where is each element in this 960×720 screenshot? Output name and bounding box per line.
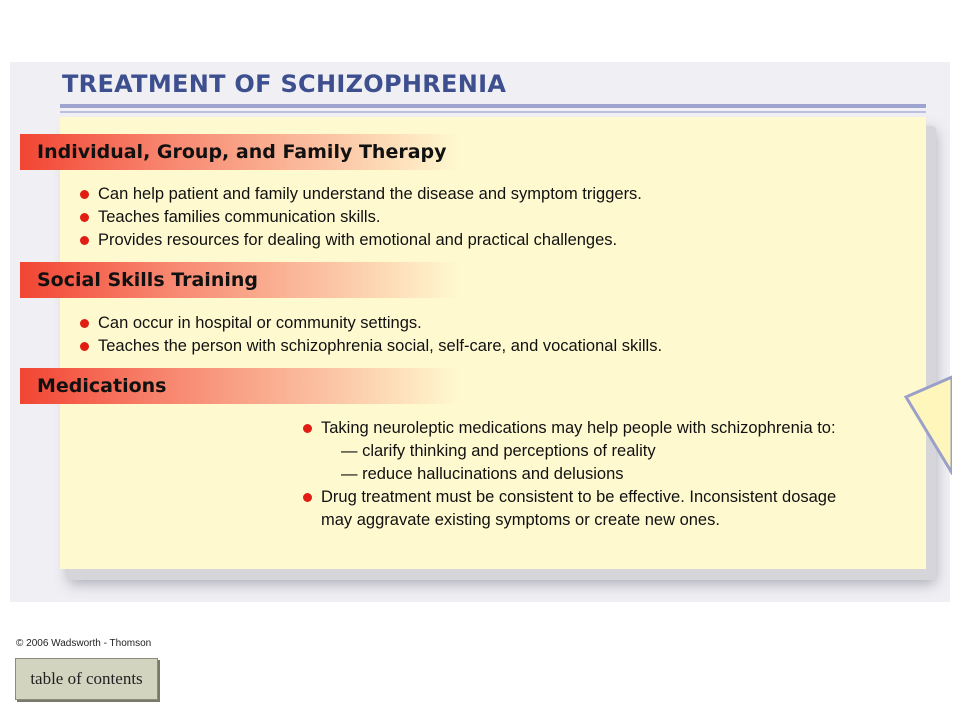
list-item <box>80 229 642 252</box>
bullet-text: Teaches families communication skills. <box>98 208 381 226</box>
list-item <box>80 206 642 229</box>
social-skills-bullet-list <box>80 312 662 358</box>
section-title-therapy: Individual, Group, and Family Therapy <box>37 141 447 163</box>
bullet-text: Provides resources for dealing with emotional and practical challenges. <box>98 231 618 249</box>
bullet-text: Taking neuroleptic medications may help people with schizophrenia to: <box>321 419 836 437</box>
list-item <box>80 335 662 358</box>
bullet-text-continued: may aggravate existing symptoms or create new ones. <box>321 511 720 529</box>
bullet-dot-icon <box>80 190 89 199</box>
medications-bullet-list <box>303 417 836 532</box>
bullet-text: Can occur in hospital or community settings. <box>98 314 422 332</box>
bullet-text: Teaches the person with schizophrenia social, self-care, and vocational skills. <box>98 337 663 355</box>
section-header-medications <box>20 368 460 404</box>
table-of-contents-button[interactable]: table of contents <box>15 658 158 700</box>
section-header-therapy <box>20 134 460 170</box>
sub-list-item: — reduce hallucinations and delusions <box>341 465 624 483</box>
section-header-social-skills <box>20 262 460 298</box>
medication-sub-list <box>321 440 836 486</box>
bullet-dot-icon <box>80 236 89 245</box>
bullet-dot-icon <box>303 493 312 502</box>
section-title-social-skills: Social Skills Training <box>37 269 258 291</box>
bullet-text: Drug treatment must be consistent to be effective. Inconsistent dosage <box>321 488 837 506</box>
slide-title: TREATMENT OF SCHIZOPHRENIA <box>62 70 507 98</box>
list-item <box>80 183 642 206</box>
title-underline-thin <box>60 111 926 113</box>
list-item <box>303 417 836 486</box>
list-item <box>80 312 662 335</box>
list-item <box>303 486 836 532</box>
bullet-dot-icon <box>303 424 312 433</box>
therapy-bullet-list <box>80 183 642 252</box>
bullet-text: Can help patient and family understand the disease and symptom triggers. <box>98 185 642 203</box>
bullet-dot-icon <box>80 213 89 222</box>
sub-list-item: — clarify thinking and perceptions of reality <box>341 442 656 460</box>
copyright-notice: © 2006 Wadsworth - Thomson <box>16 638 152 649</box>
decorative-edge-shape <box>900 375 952 475</box>
title-underline <box>60 104 926 108</box>
section-title-medications: Medications <box>37 375 167 397</box>
bullet-dot-icon <box>80 319 89 328</box>
bullet-dot-icon <box>80 342 89 351</box>
